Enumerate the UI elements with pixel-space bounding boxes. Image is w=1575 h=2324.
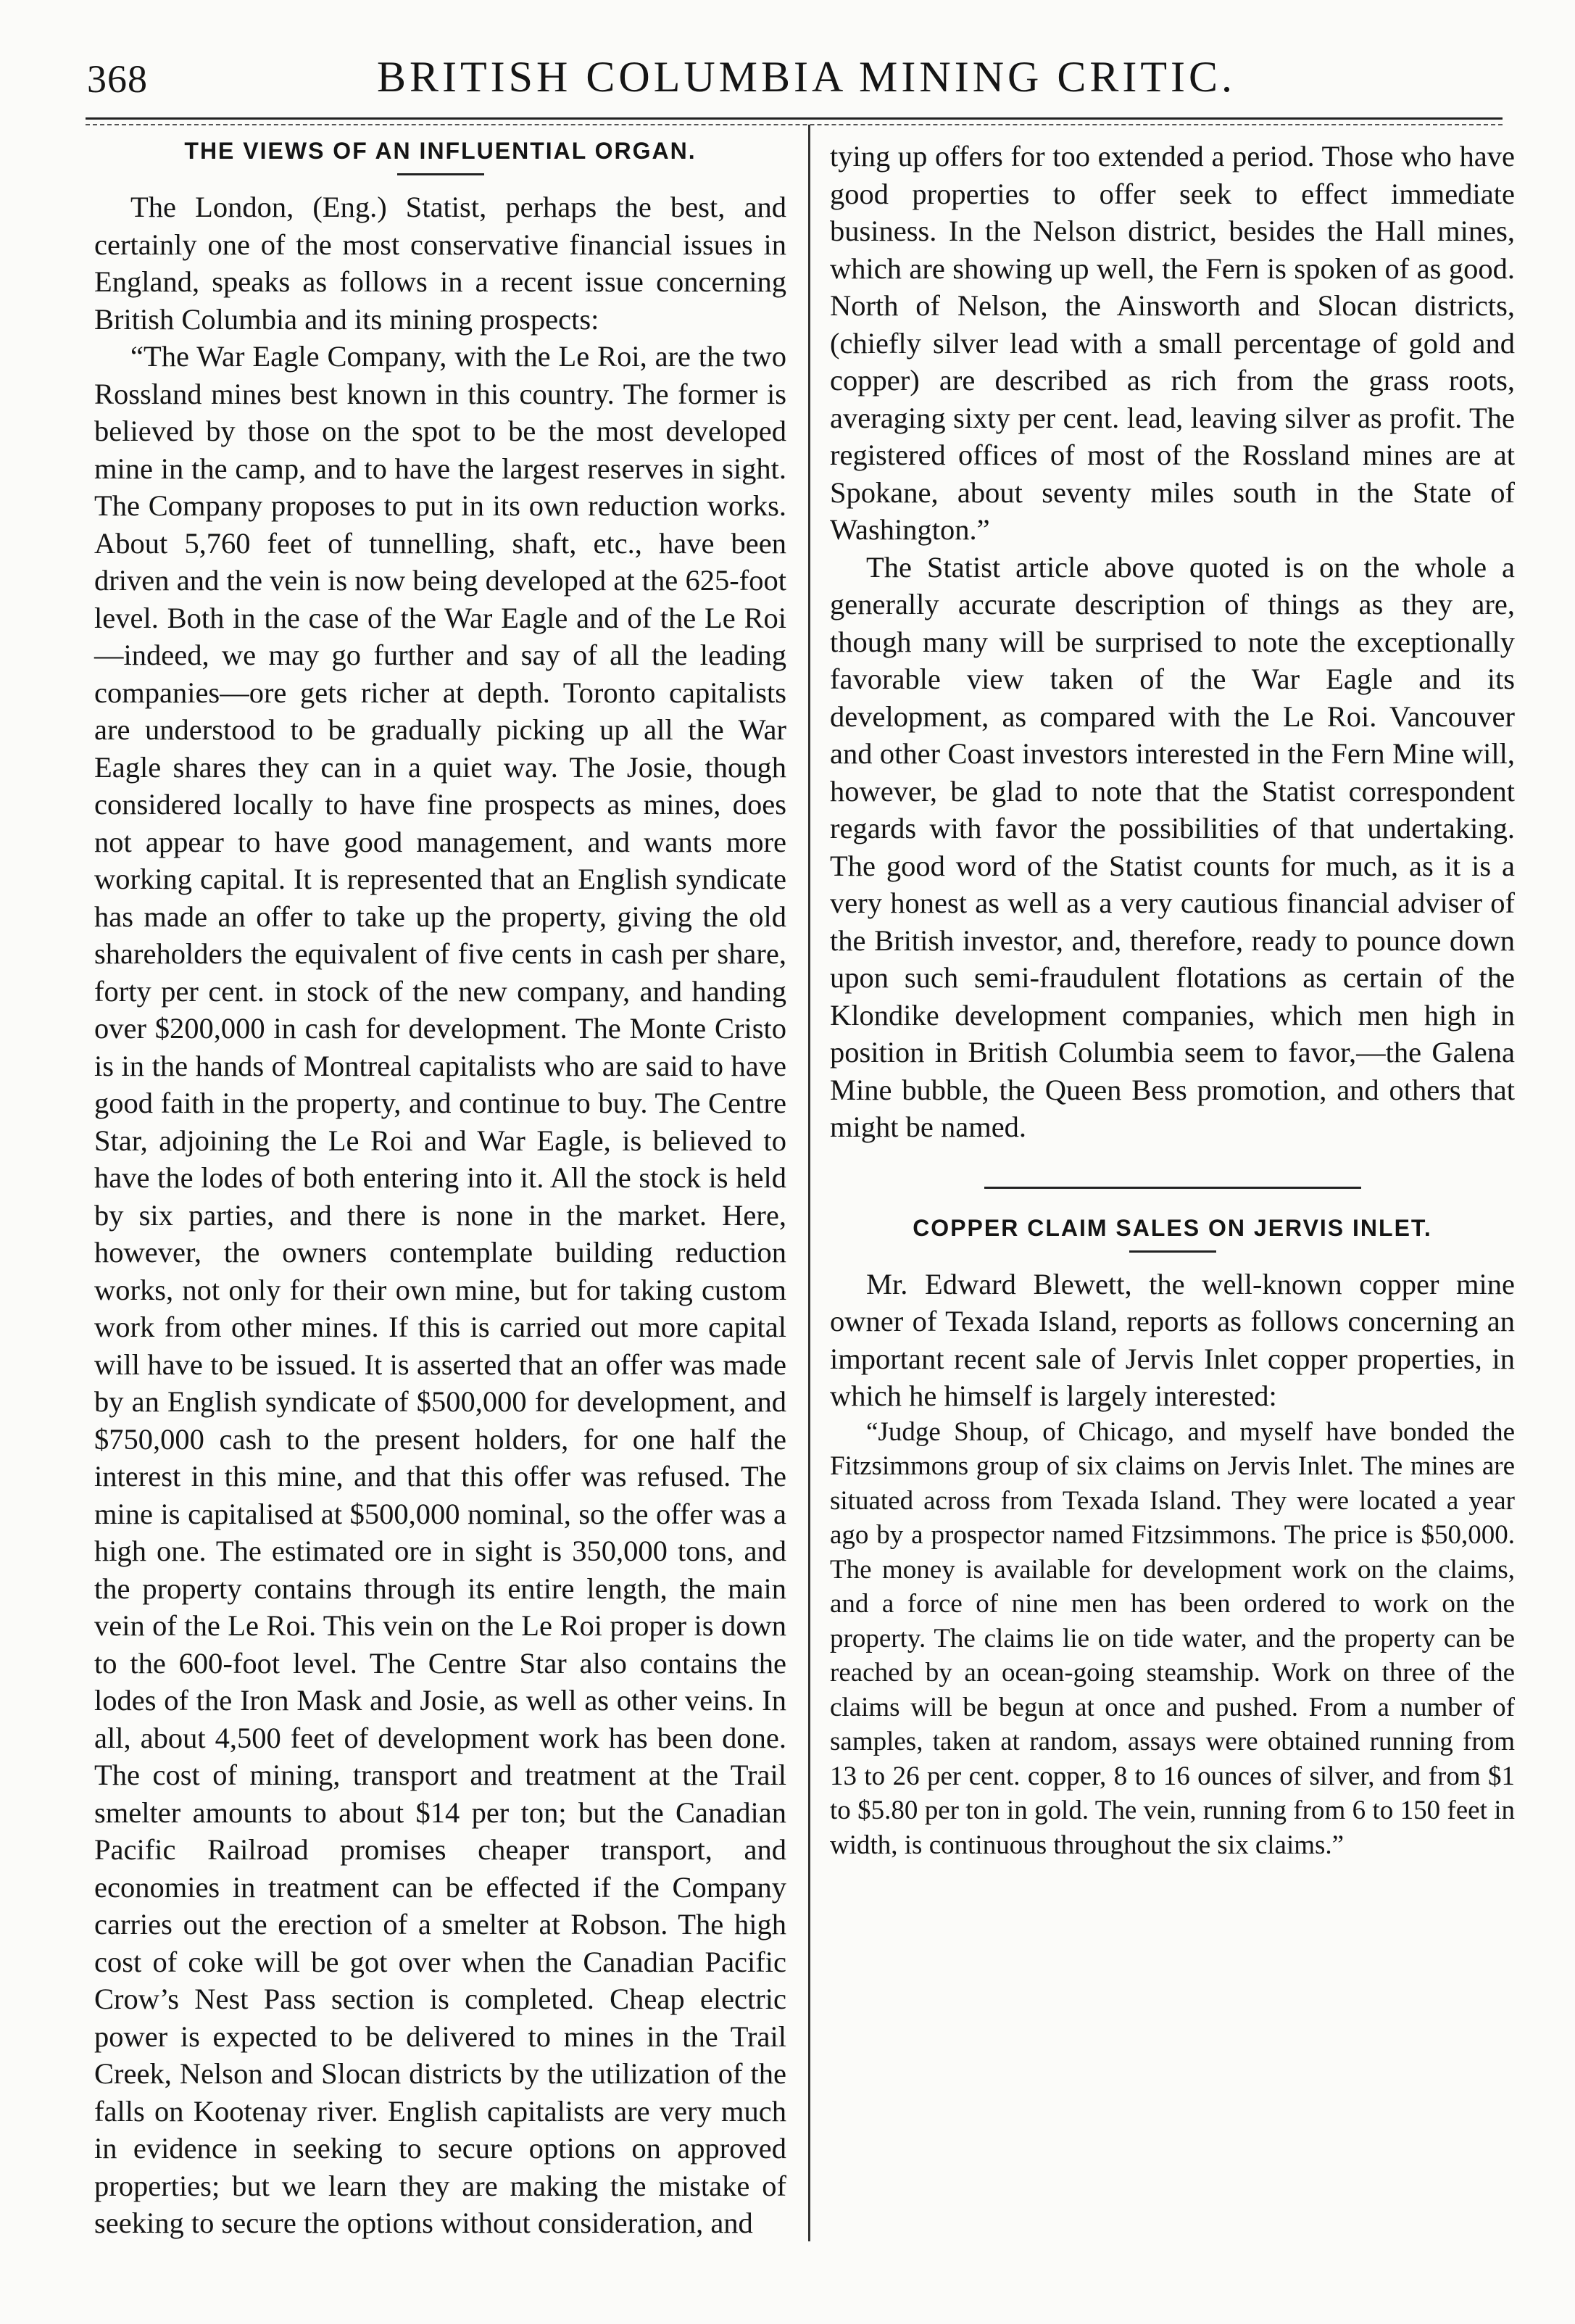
article-paragraph: The Statist article above quoted is on the whole a generally accurate description of things as they are, though many will be surprised to note the exceptionally favorable view taken of the War Eagle and its development, as compared with the Le Roi. Vancouver and other Coast investors interested in the Fern Mine will, however, be glad to note that the Statist correspondent regards with favor the possibilities of that undertaking. The good word of the Statist counts for much, as it is a very honest as well as a very cautious financial adviser of the British investor, and, therefore, ready to pounce down upon such semi-fraudulent flotations as certain of the Klondike development companies, which men high in position in British Columbia seem to favor,—the Galena Mine bubble, the Queen Bess promotion, and others that might be named. bbox=[830, 550, 1515, 1143]
article-quote: “The War Eagle Company, with the Le Roi, are the two Rossland mines best known in this country. The former is believed by those on the spot to be the most developed mine in the camp, and to have the largest reserves in sight. The Company proposes to put in its own reduction works. About 5,760 feet of tunnelling, shaft, etc., have been driven and the vein is now being developed at the 625-foot level. Both in the case of the War Eagle and of the Le Roi—indeed, we may go further and say of all the leading companies—ore gets richer at depth. Toronto capitalists are understood to be gradually picking up all the War Eagle shares they can in a quiet way. The Josie, though considered locally to have fine prospects as mines, does not appear to have good management, and wants more working capital. It is represented that an English syndicate has made an offer to take up the property, giving the old shareholders the equivalent of five cents in cash per share, forty per cent. in stock of the new company, and handing over $200,000 in cash for development. The Monte Cristo is in the hands of Montreal capitalists who are said to have good faith in the property, and continue to buy. The Centre Star, adjoining the Le Roi and War Eagle, is believed to have the lodes of both entering into it. All the stock is held by six parties, and there is none in the market. Here, however, the owners contemplate building reduction works, not only for their own mine, but for taking custom work from other mines. If this is carried out more capital will have to be issued. It is asserted that an offer was made by an English syndicate of $500,000 for development, and $750,000 cash to the present holders, for one half the interest in this mine, and that this offer was refused. The mine is capitalised at $500,000 nominal, so the offer was a high one. The estimated ore in sight is 350,000 tons, and the property contains through its entire length, the main vein of the Le Roi. This vein on the Le Roi proper is down to the 600-foot level. The Centre Star also contains the lodes of the Iron Mask and Josie, as well as other veins. In all, about 4,500 feet of development work has been done. The cost of mining, transport and treatment at the Trail smelter amounts to about $14 per ton; but the Canadian Pacific Railroad promises cheaper transport, and economies in treatment can be effected if the Company carries out the erection of a smelter at Robson. The high cost of coke will be got over when the Canadian Pacific Crow’s Nest Pass section is completed. Cheap electric power is expected to be delivered to mines in the Trail Creek, Nelson and Slocan districts by the utilization of the falls on Kootenay river. English capitalists are very much in evidence in seeking to secure options on approved properties; but we learn they are making the mistake of seeking to secure the options without consideration, and bbox=[94, 340, 786, 2239]
article-title: THE VIEWS OF AN INFLUENTIAL ORGAN. bbox=[184, 138, 697, 164]
right-column bbox=[830, 138, 1515, 1862]
article-paragraph: Mr. Edward Blewett, the well-known copper mine owner of Texada Island, reports as follows concerning an important recent sale of Jervis Inlet copper properties, in which he himself is largely interested: bbox=[830, 1267, 1515, 1412]
running-title: BRITISH COLUMBIA MINING CRITIC. bbox=[377, 53, 1237, 101]
section-divider-rule bbox=[984, 1187, 1361, 1189]
article-title: COPPER CLAIM SALES ON JERVIS INLET. bbox=[913, 1214, 1432, 1241]
column-divider bbox=[808, 125, 810, 2241]
article-quote-continued: tying up offers for too extended a period. Those who have good properties to offer seek to effect immediate business. In the Nelson district, besides the Hall mines, which are showing up well, the Fern is spoken of as good. North of Nelson, the Ainsworth and Slocan districts, (chiefly silver lead with a small percentage of gold and copper) are described as rich from the grass roots, averaging sixty per cent. lead, leaving silver as profit. The registered offices of most of the Rossland mines are at Spokane, about seventy miles south in the State of Washington.” bbox=[830, 140, 1515, 546]
article-quote: “Judge Shoup, of Chicago, and myself have bonded the Fitzsimmons group of six claims on Jervis Inlet. The mines are situated across from Texada Island. They were located a year ago by a prospector named Fitzsimmons. The price is $50,000. The money is available for development work on the claims, and a force of nine men has been ordered to work on the property. The claims lie on tide water, and the property can be reached by an ocean-going steamship. Work on three of the claims will be begun at once and pushed. From a number of samples, taken at random, assays were obtained running from 13 to 26 per cent. copper, 8 to 16 ounces of silver, and from $1 to $5.80 per ton in gold. The vein, running from 6 to 150 feet in width, is continuous throughout the six claims.” bbox=[830, 1416, 1515, 1860]
left-column bbox=[94, 138, 786, 2242]
page-number: 368 bbox=[87, 57, 148, 101]
title-rule bbox=[397, 173, 484, 175]
title-rule bbox=[1129, 1250, 1216, 1253]
header-rule bbox=[86, 117, 1503, 125]
article-paragraph: The London, (Eng.) Statist, perhaps the best, and certainly one of the most conservative financial issues in England, speaks as follows in a recent issue concerning British Columbia and its mining prospects: bbox=[94, 191, 786, 336]
